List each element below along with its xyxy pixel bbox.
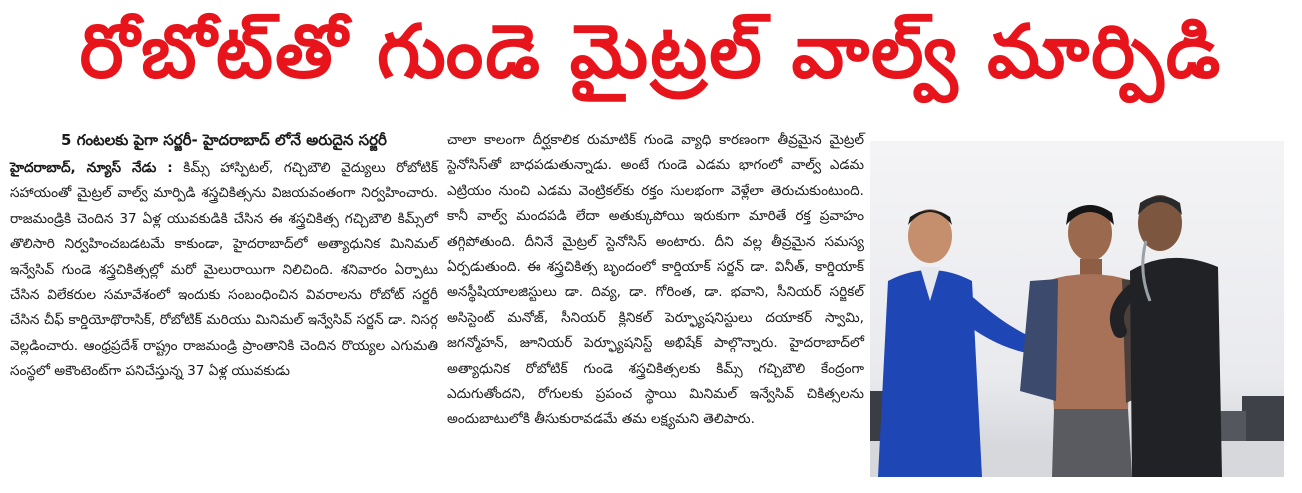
article-column-2 [447, 128, 864, 433]
subheadline: 5 గంటలకు పైగా సర్జరీ- హైదరాబాద్ లోనే అరుదైన సర్జరీ [61, 131, 387, 149]
column-1-paragraph [10, 156, 438, 385]
headline: రోబోట్‌తో గుండె మైట్రల్ వాల్వ్ మార్పిడి [79, 9, 1223, 95]
article-photo [870, 141, 1284, 477]
doctors-examining-patient-illustration [870, 141, 1284, 477]
column-2-text: చాలా కాలంగా దీర్ఘకాలిక రుమాటిక్ గుండె వ్యాధి కారణంగా తీవ్రమైన మైట్రల్ స్టెనోసిస్‌తో బాధపడుతున్నాడు. అంటే గుండె ఎడమ భాగంలో వాల్వ్ ఎడమ ఎట్రియం నుంచి ఎడమ వెంట్రికల్‌కు రక్తం సులభంగా వెళ్లేలా తెరుచుకుంటుంది. కానీ వాల్వ్ మందపడి లేదా అతుక్కుపోయి ఇరుకుగా మారితే రక్త ప్రవాహం తగ్గిపోతుంది. దీనినే మైట్రల్ స్టెనోసిస్ అంటారు. దీని వల్ల తీవ్రమైన సమస్య ఏర్పడుతుంది. ఈ శస్త్రచికిత్స బృందంలో కార్డియాక్ సర్జన్ డా. వినీత్, కార్డియాక్ అనస్థీషియాలజిస్టులు డా. దివ్య, డా. గోరింత, డా. భవాని, సీనియర్ సర్జికల్ అసిస్టెంట్ మనోజ్, సీనియర్ క్లినికల్ పెర్ఫ్యూషనిస్టులు దయాకర్ స్వామి, జగన్మోహన్, జూనియర్ పెర్ఫ్యూషనిస్ట్ అభిషేక్ పాల్గొన్నారు. హైదరాబాద్‌లో అత్యాధునిక రోబోటిక్ గుండె శస్త్రచికిత్సలకు కిమ్స్ గచ్చిబౌలి కేంద్రంగా ఎదుగుతోందని, రోగులకు ప్రపంచ స్థాయి మినిమల్ ఇన్వేసివ్ చికిత్సలను అందుబాటులోకి తీసుకురావడమే తమ లక్ష్యమని తెలిపారు. [447, 132, 864, 428]
article-column-1 [10, 128, 438, 385]
dateline: హైదరాబాద్, న్యూస్ నేడు : [10, 160, 173, 176]
column-1-text: కిమ్స్ హాస్పిటల్, గచ్చిబౌలి వైద్యులు రోబోటిక్ సహాయంతో మైట్రల్ వాల్వ్ మార్పిడి శస్త్రచికిత్సను విజయవంతంగా నిర్వహించారు. రాజమండ్రికి చెందిన 37 ఏళ్ల యువకుడికి చేసిన ఈ శస్త్రచికిత్స గచ్చిబౌలి కిమ్స్‌లో తొలిసారి నిర్వహించబడటమే కాకుండా, హైదరాబాద్‌లో అత్యాధునిక మినిమల్ ఇన్వేసివ్ గుండె శస్త్రచికిత్సల్లో మరో మైలురాయిగా నిలిచింది. శనివారం ఏర్పాటు చేసిన విలేకరుల సమావేశంలో ఇందుకు సంబంధించిన వివరాలను రోబోట్ సర్జరీ చేసిన చీఫ్ కార్డియోథొరాసిక్, రోబోటిక్ మరియు మినిమల్ ఇన్వేసివ్ సర్జన్ డా. నిసర్గ వెల్లడించారు. ఆంధ్రప్రదేశ్ రాష్ట్రం రాజమండ్రి ప్రాంతానికి చెందిన రొయ్యల ఎగుమతి సంస్థలో అకౌంటెంట్‌గా పనిచేస్తున్న 37 ఏళ్ల యువకుడు [10, 160, 439, 380]
